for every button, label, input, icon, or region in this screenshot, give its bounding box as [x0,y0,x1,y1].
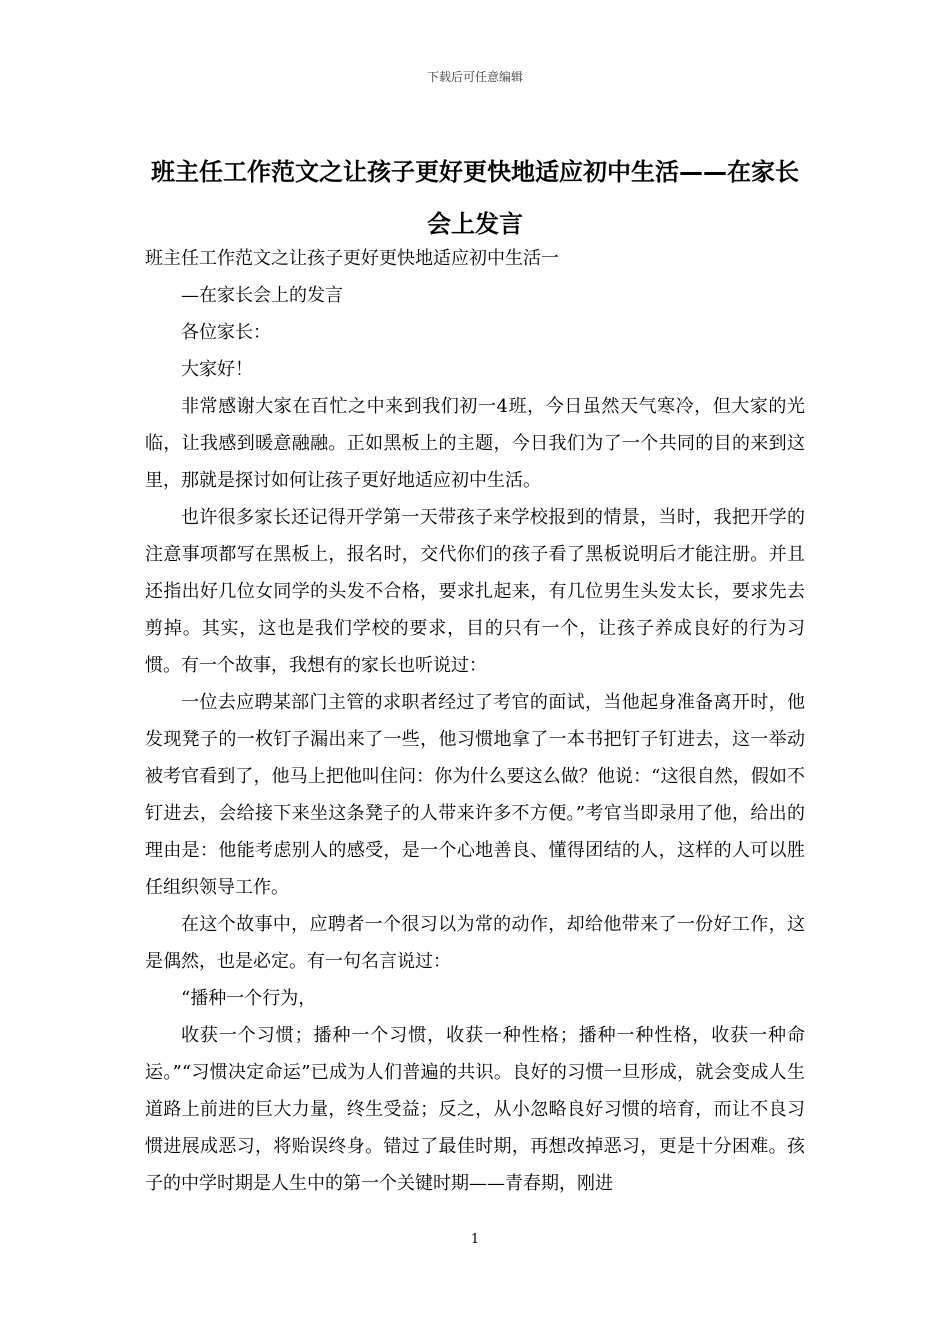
page-number: 1 [470,1232,480,1247]
paragraph: 一位去应聘某部门主管的求职者经过了考官的面试，当他起身准备离开时，他发现凳子的一枚钉子漏出来了一些，他习惯地拿了一本书把钉子钉进去，这一举动被考官看到了，他马上把他叫住问：你为什么要这么做？他说：“这很自然，假如不钉进去，会给接下来坐这条凳子的人带来许多不方便。”考官当即录用了他，给出的理由是：他能考虑别人的感受，是一个心地善良、懂得团结的人，这样的人可以胜任组织领导工作。 [145,692,805,898]
paragraph: 收获一个习惯；播种一个习惯，收获一种性格；播种一种性格，收获一种命运。”“习惯决定命运”已成为人们普遍的共识。良好的习惯一旦形成，就会变成人生道路上前进的巨大力量，终生受益；反之，从小忽略良好习惯的培育，而让不良习惯进展成恶习，将贻误终身。错过了最佳时期，再想改掉恶习，更是十分困难。孩子的中学时期是人生中的第一个关键时期——青春期，刚进 [145,1025,805,1194]
greeting: 大家好！ [181,359,253,380]
page-header-note: 下载后可任意编辑 [426,70,523,84]
paragraph: —在家长会上的发言 [181,285,343,306]
document-body [145,240,805,1202]
paragraph: 也许很多家长还记得开学第一天带孩子来学校报到的情景，当时，我把开学的注意事项都写在黑板上，报名时，交代你们的孩子看了黑板说明后才能注册。并且还指出好几位女同学的头发不合格，要求扎起来，有几位男生头发太长，要求先去剪掉。其实，这也是我们学校的要求，目的只有一个，让孩子养成良好的行为习惯。有一个故事，我想有的家长也听说过： [145,507,805,676]
document-title: 班主任工作范文之让孩子更好更快地适应初中生活——在家长会上发言 [151,158,799,238]
paragraph: 班主任工作范文之让孩子更好更快地适应初中生活一 [145,248,559,269]
paragraph: 在这个故事中，应聘者一个很习以为常的动作，却给他带来了一份好工作，这是偶然，也是必定。有一句名言说过： [145,914,805,972]
salutation: 各位家长： [181,322,271,343]
paragraph: 非常感谢大家在百忙之中来到我们初一4班，今日虽然天气寒冷，但大家的光临，让我感到暖意融融。正如黑板上的主题，今日我们为了一个共同的目的来到这里，那就是探讨如何让孩子更好地适应初中生活。 [145,396,805,491]
quote-line: “播种一个行为， [181,988,317,1009]
